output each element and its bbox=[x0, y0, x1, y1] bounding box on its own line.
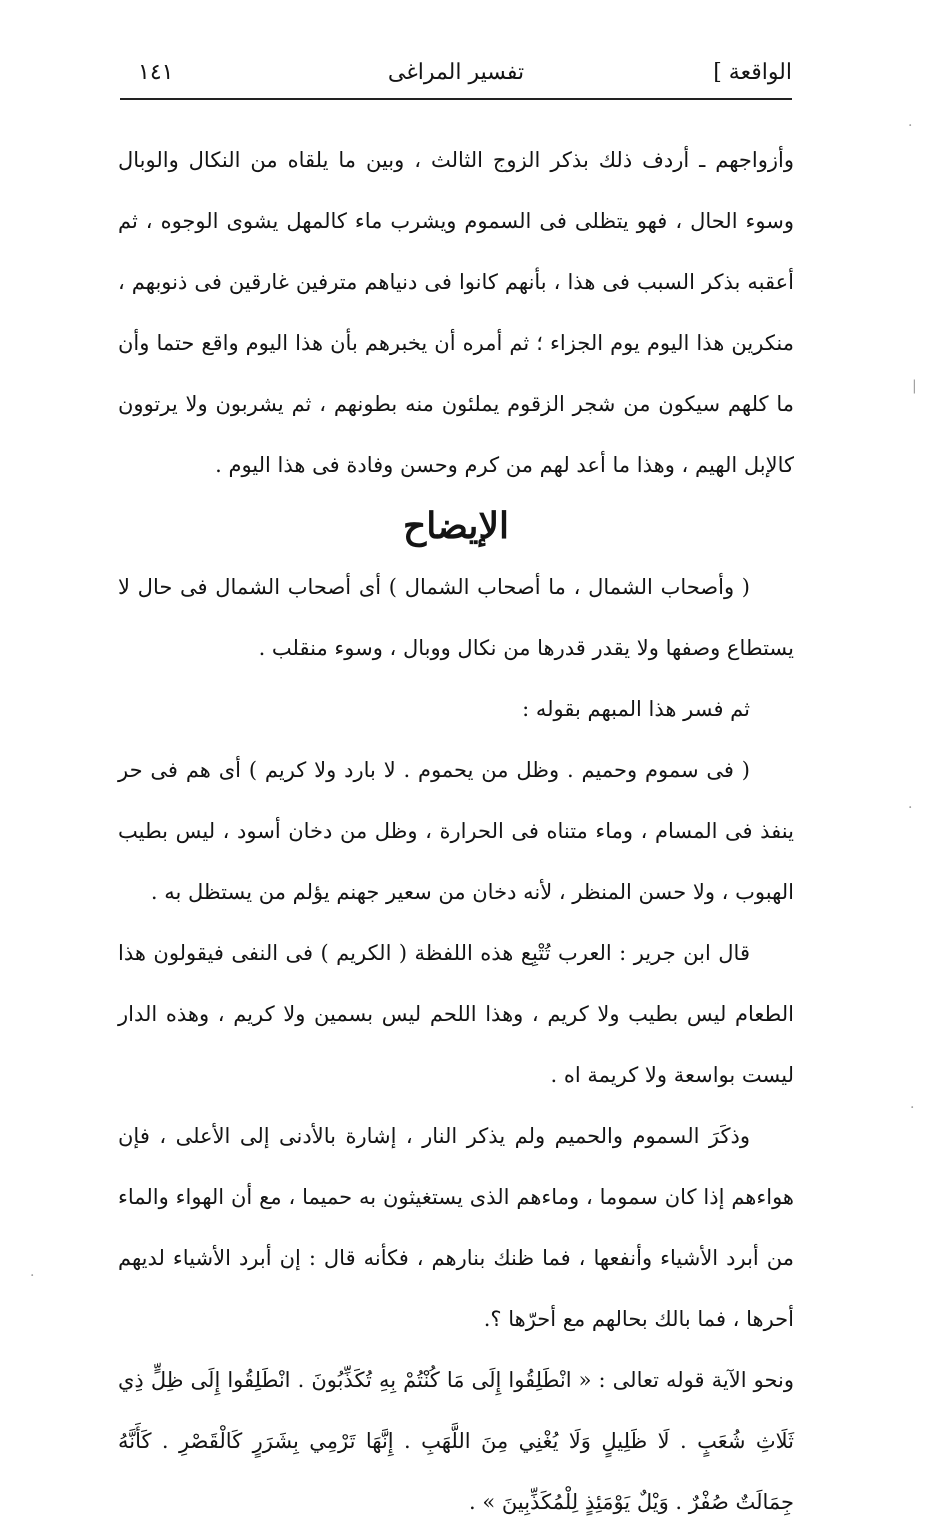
verse-intro: ونحو الآية قوله تعالى : bbox=[598, 1368, 794, 1392]
paragraph-explanation-lead: ثم فسر هذا المبهم بقوله : bbox=[522, 697, 750, 721]
page-number: ١٤١ bbox=[138, 60, 174, 85]
quran-verse: « انْطَلِقُوا إِلَى مَا كُنْتُمْ بِهِ تُكَذِّبُونَ . انْطَلِقُوا إِلَى ظِلٍّ ذِي ثَلَاثِ شُعَبٍ . لَا ظَلِيلٍ وَلَا يُغْنِي مِنَ اللَّهَبِ . إِنَّهَا تَرْمِي بِشَرَرٍ كَالْقَصْرِ . كَأَنَّهُ جِمَالَتٌ صُفْرٌ . وَيْلٌ يَوْمَئِذٍ لِلْمُكَذِّبِينَ » . bbox=[118, 1368, 794, 1514]
header-rule bbox=[120, 98, 792, 100]
paragraph-ashab-al-shimal: ( وأصحاب الشمال ، ما أصحاب الشمال ) أى أصحاب الشمال فى حال لا يستطاع وصفها ولا يقدر قدرها من نكال ووبال ، وسوء منقلب . bbox=[118, 575, 794, 660]
page-body bbox=[118, 130, 794, 1533]
scan-mark: · bbox=[908, 800, 913, 816]
paragraph-intro: وأزواجهم ـ أردف ذلك بذكر الزوج الثالث ، وبين ما يلقاه من النكال والوبال وسوء الحال ، فهو يتظلى فى السموم ويشرب ماء كالمهل يشوى الوجوه ، ثم أعقبه بذكر السبب فى هذا ، بأنهم كانوا فى دنياهم مترفين غارقين فى ذنوبهم ، منكرين هذا اليوم يوم الجزاء ؛ ثم أمره أن يخبرهم بأن هذا اليوم واقع حتما وأن ما كلهم سيكون من شجر الزقوم يملئون منه بطونهم ، ثم يشربون ولا يرتوون كالإبل الهيم ، وهذا ما أعد لهم من كرم وحسن وفادة فى هذا اليوم . bbox=[118, 148, 794, 477]
paragraph-samum: ( فى سموم وحميم . وظل من يحموم . لا بارد ولا كريم ) أى هم فى حر ينفذ فى المسام ، وماء متناه فى الحرارة ، وظل من دخان أسود ، ليس بطيب الهبوب ، ولا حسن المنظر ، لأنه دخان من سعير جهنم يؤلم من يستظل به . bbox=[118, 758, 794, 904]
section-heading: الإيضاح bbox=[403, 505, 509, 547]
scan-mark: · bbox=[30, 1268, 35, 1284]
scan-mark: · bbox=[908, 118, 913, 134]
paragraph-similar-verse bbox=[118, 1350, 794, 1533]
scan-mark: · bbox=[910, 1100, 915, 1116]
running-title: تفسير المراغى bbox=[387, 60, 525, 85]
surah-name: الواقعة ] bbox=[713, 60, 792, 85]
page-header bbox=[120, 58, 792, 98]
scan-mark: | bbox=[912, 378, 917, 394]
paragraph-samum-hamim: وذكَرَ السموم والحميم ولم يذكر النار ، إشارة بالأدنى إلى الأعلى ، فإن هواءهم إذا كان سموما ، وماءهم الذى يستغيثون به حميما ، مع أن الهواء والماء من أبرد الأشياء وأنفعها ، فما ظنك بنارهم ، فكأنه قال : إن أبرد الأشياء لديهم أحرها ، فما بالك بحالهم مع أحرّها ؟. bbox=[118, 1124, 794, 1331]
paragraph-ibn-jarir: قال ابن جرير : العرب تُتْبِع هذه اللفظة ( الكريم ) فى النفى فيقولون هذا الطعام ليس بطيب ولا كريم ، وهذا اللحم ليس بسمين ولا كريم ، وهذه الدار ليست بواسعة ولا كريمة اه . bbox=[118, 941, 794, 1087]
